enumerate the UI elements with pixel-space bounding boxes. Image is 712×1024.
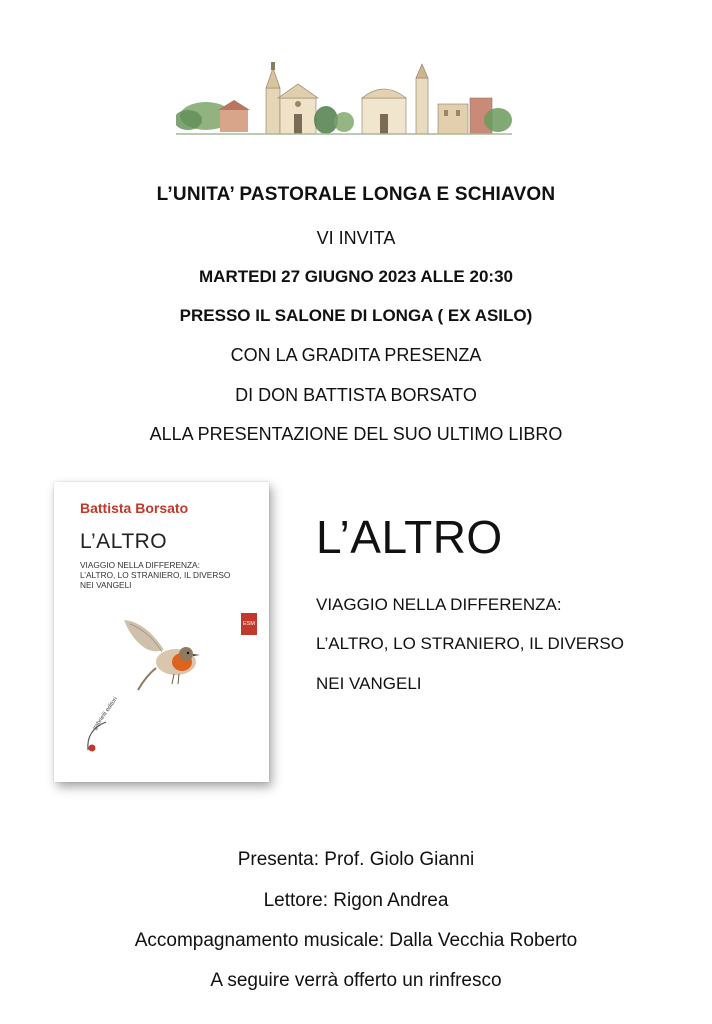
book-title: L’ALTRO — [316, 511, 503, 563]
village-skyline-illustration-icon — [176, 58, 512, 138]
book-cover-subtitle-line: NEI VANGELI — [80, 580, 132, 590]
presence-line-1: CON LA GRADITA PRESENZA — [230, 345, 482, 365]
book-cover-publisher: gabrielli editori — [92, 696, 120, 732]
book-subtitle-line-3: NEI VANGELI — [316, 674, 422, 693]
book-cover-subtitle-line: VIAGGIO NELLA DIFFERENZA: — [80, 560, 200, 570]
presentation-line: ALLA PRESENTAZIONE DEL SUO ULTIMO LIBRO — [149, 424, 563, 444]
organizer-heading: L’UNITA’ PASTORALE LONGA E SCHIAVON — [156, 184, 556, 205]
book-cover-subtitle-line: L’ALTRO, LO STRANIERO, IL DIVERSO — [80, 570, 231, 580]
invite-text: VI INVITA — [316, 228, 396, 248]
music-line: Accompagnamento musicale: Dalla Vecchia Roberto — [134, 930, 578, 951]
book-cover-author: Battista Borsato — [80, 500, 189, 516]
book-cover-subtitle — [80, 560, 260, 590]
book-cover — [54, 482, 269, 782]
book-subtitle-line-2: L’ALTRO, LO STRANIERO, IL DIVERSO — [316, 634, 624, 653]
book-cover-badge: ESM — [241, 613, 257, 635]
refreshment-line: A seguire verrà offerto un rinfresco — [210, 970, 502, 991]
presence-line-2: DI DON BATTISTA BORSATO — [235, 385, 477, 405]
presenter-line: Presenta: Prof. Giolo Gianni — [237, 849, 475, 870]
book-cover-title: L’ALTRO — [80, 530, 168, 553]
book-subtitle-line-1: VIAGGIO NELLA DIFFERENZA: — [316, 595, 562, 614]
reader-line: Lettore: Rigon Andrea — [263, 890, 449, 911]
robin-bird-icon — [116, 610, 216, 710]
event-date: MARTEDI 27 GIUGNO 2023 ALLE 20:30 — [199, 267, 513, 286]
event-place: PRESSO IL SALONE DI LONGA ( EX ASILO) — [179, 306, 533, 325]
